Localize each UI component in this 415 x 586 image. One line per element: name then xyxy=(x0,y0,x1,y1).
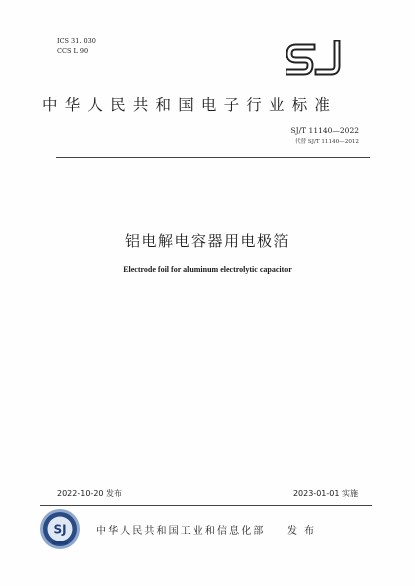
sj-logo-icon xyxy=(286,40,346,80)
replaced-standard: 代替 SJ/T 11140—2012 xyxy=(294,139,359,145)
seal-text: SJ xyxy=(53,522,67,537)
footer-divider xyxy=(40,505,372,506)
standard-number: SJ/T 11140—2022 xyxy=(290,126,359,135)
document-title-english: Electrode foil for aluminum electrolytic capacitor xyxy=(123,265,292,274)
ccs-code: CCS L 90 xyxy=(57,47,89,55)
classification-codes xyxy=(57,36,96,56)
publish-label: 发布 xyxy=(287,526,321,537)
issue-date: 2022-10-20 发布 xyxy=(57,489,123,498)
document-title-chinese: 铝电解电容器用电极箔 xyxy=(124,232,290,250)
standard-code-block xyxy=(290,126,359,145)
header-divider xyxy=(56,157,370,158)
ics-code: ICS 31. 030 xyxy=(57,37,96,45)
standard-category-title: 中华人民共和国电子行业标准 xyxy=(42,96,338,114)
implementation-date: 2023-01-01 实施 xyxy=(292,489,358,498)
ministry-seal-icon xyxy=(39,508,81,550)
issuing-authority: 中华人民共和国工业和信息化部 xyxy=(96,526,266,537)
